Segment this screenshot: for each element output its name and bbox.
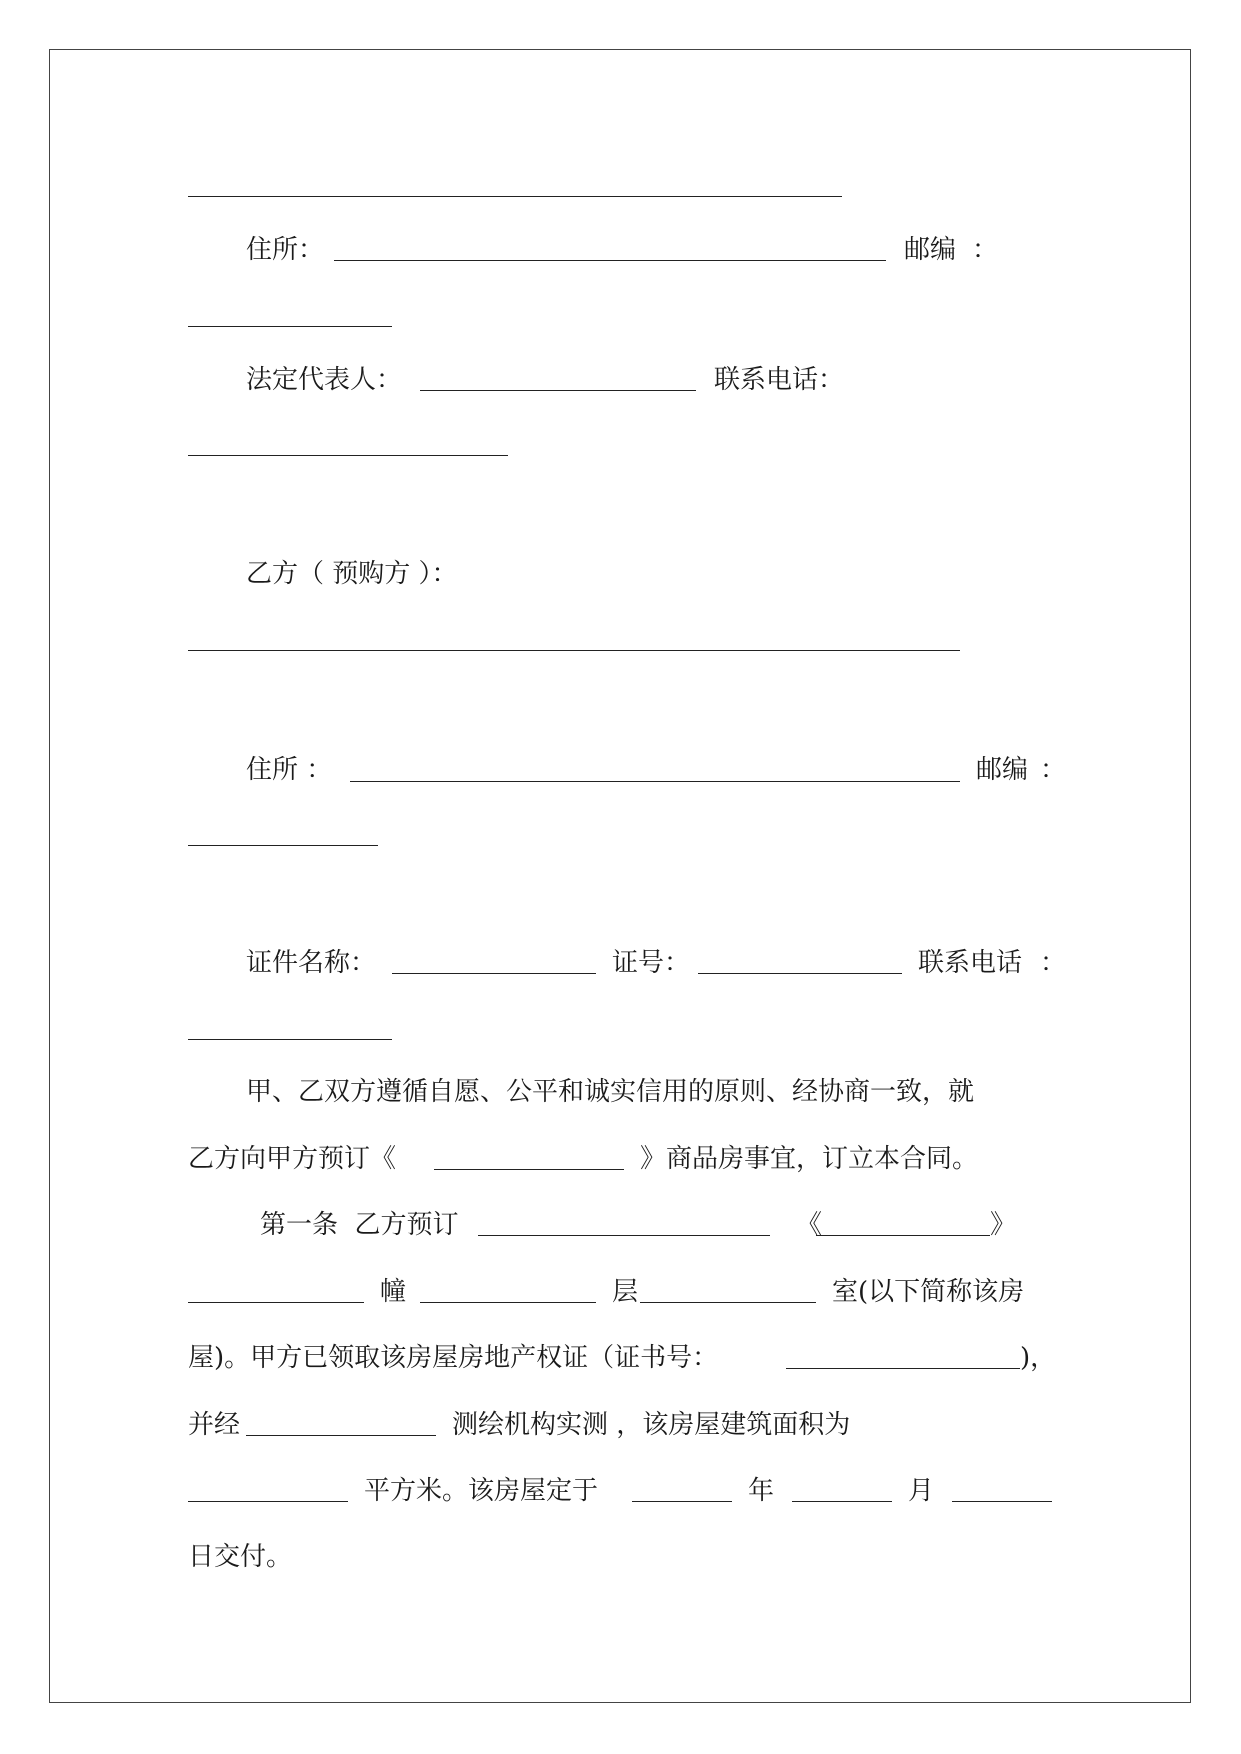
article1-line-4a: 并经 (188, 1410, 241, 1440)
party-b-id-name-label: 证件名称： (246, 948, 377, 978)
article1-line-5a: 平方米。该房屋定于 (364, 1476, 599, 1506)
party-b-title: 乙方（ 预购方 ）： (246, 559, 458, 589)
article1-building-label: 幢 (380, 1277, 407, 1307)
party-b-phone-label: 联系电话 (918, 948, 1023, 978)
article1-project-blank[interactable] (816, 1235, 990, 1236)
page-frame (49, 49, 1191, 1703)
party-b-postcode-colon: ： (1040, 755, 1067, 785)
article1-line-3b: )， (1020, 1343, 1057, 1373)
article1-location-blank[interactable] (478, 1235, 770, 1236)
article1-year-blank[interactable] (632, 1501, 732, 1502)
preamble-project-blank[interactable] (434, 1169, 624, 1170)
party-b-address-label: 住所 ： (246, 755, 333, 785)
article1-month-blank[interactable] (792, 1501, 892, 1502)
article1-year-label: 年 (748, 1476, 775, 1506)
preamble-line-2a: 乙方向甲方预订《 (188, 1144, 397, 1174)
party-a-phone-blank[interactable] (188, 455, 508, 456)
party-b-id-no-label: 证号： (612, 948, 691, 978)
party-a-postcode-colon: ： (972, 235, 999, 265)
party-a-postcode-blank[interactable] (188, 326, 392, 327)
article1-month-label: 月 (908, 1476, 935, 1506)
party-b-postcode-label: 邮编 (976, 755, 1029, 785)
article1-surveyor-blank[interactable] (246, 1435, 436, 1436)
party-b-id-no-blank[interactable] (698, 973, 902, 974)
party-a-legal-rep-blank[interactable] (420, 390, 696, 391)
article1-area-blank[interactable] (188, 1501, 348, 1502)
article1-line-1c: 》 (990, 1210, 1017, 1240)
article1-room-blank[interactable] (640, 1302, 816, 1303)
party-b-address-blank[interactable] (350, 781, 960, 782)
article1-line-1b: 《 (796, 1210, 823, 1240)
article1-day-blank[interactable] (952, 1501, 1052, 1502)
article1-building-blank[interactable] (188, 1302, 364, 1303)
article1-line-3a: 屋)。甲方已领取该房屋房地产权证（证书号： (188, 1343, 719, 1373)
article1-line-1a: 第一条 乙方预订 (260, 1210, 459, 1240)
party-b-phone-blank[interactable] (188, 1039, 392, 1040)
party-a-postcode-label: 邮编 (904, 235, 957, 265)
article1-cert-no-blank[interactable] (786, 1368, 1020, 1369)
article1-line-2c: 室(以下简称该房 (832, 1277, 1025, 1307)
party-a-address-label: 住所： (246, 235, 325, 265)
party-a-phone-label: 联系电话： (714, 365, 845, 395)
party-a-legal-rep-label: 法定代表人： (246, 365, 403, 395)
article1-line-4b: 测绘机构实测 ，该房屋建筑面积为 (452, 1410, 851, 1440)
article1-floor-label: 层 (612, 1277, 639, 1307)
party-a-address-blank[interactable] (334, 260, 886, 261)
article1-floor-blank[interactable] (420, 1302, 596, 1303)
party-a-name-blank[interactable] (188, 196, 842, 197)
party-b-name-blank[interactable] (188, 650, 960, 651)
party-b-id-name-blank[interactable] (392, 973, 596, 974)
party-b-postcode-blank[interactable] (188, 845, 378, 846)
party-b-phone-colon: ： (1040, 948, 1067, 978)
preamble-line-2b: 》商品房事宜，订立本合同。 (640, 1144, 979, 1174)
article1-line-6: 日交付。 (188, 1542, 293, 1572)
preamble-line-1: 甲、乙双方遵循自愿、公平和诚实信用的原则、经协商一致，就 (246, 1077, 975, 1107)
